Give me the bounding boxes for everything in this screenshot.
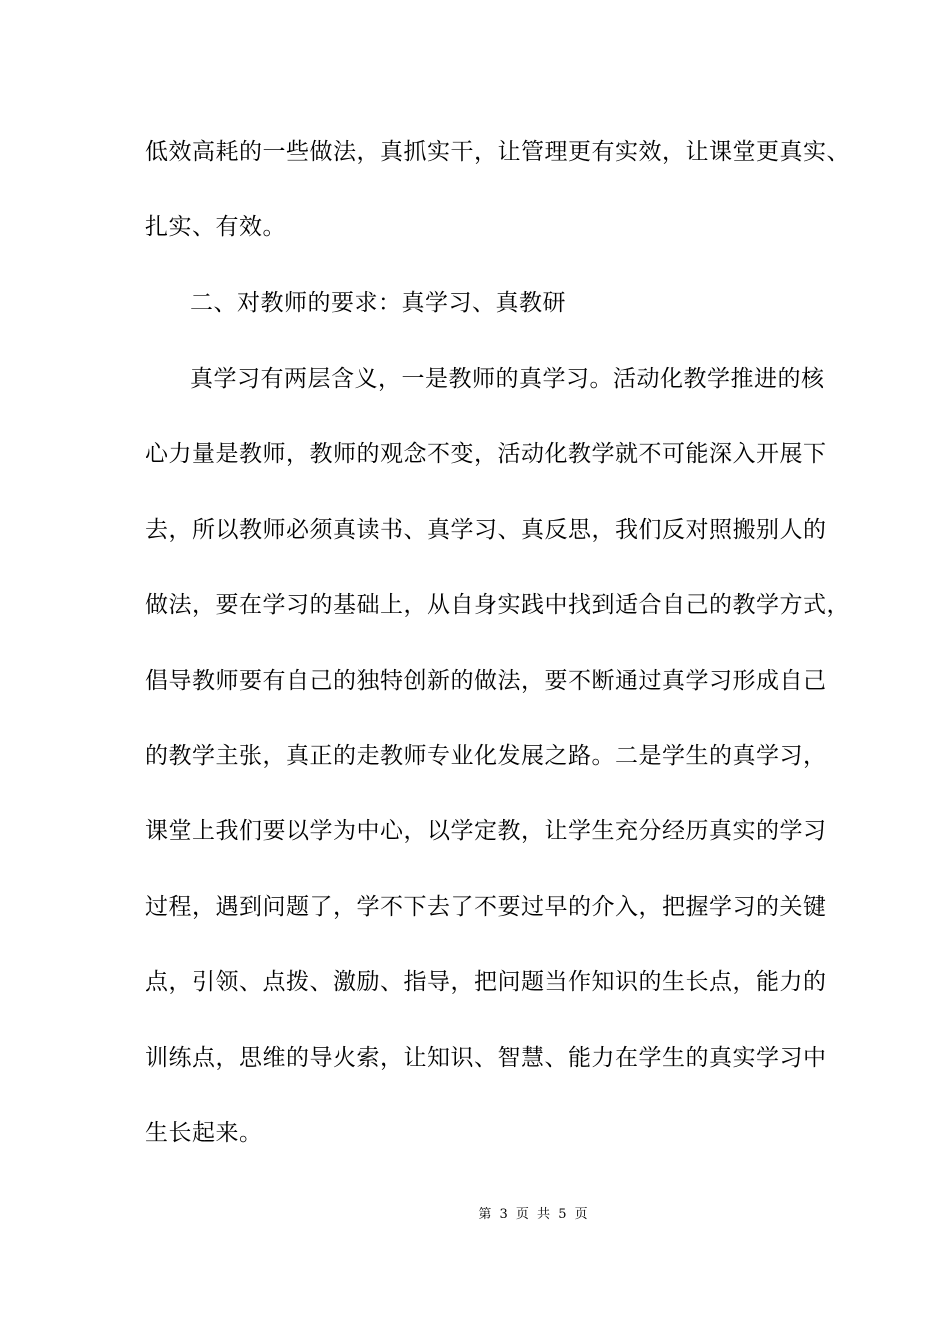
paragraph-line: 训练点，思维的导火索，让知识、智慧、能力在学生的真实学习中 (145, 1045, 827, 1071)
paragraph-line: 扎实、有效。 (145, 214, 286, 240)
section-heading: 二、对教师的要求：真学习、真教研 (190, 290, 566, 316)
paragraph-line: 的教学主张，真正的走教师专业化发展之路。二是学生的真学习， (145, 743, 827, 769)
paragraph-line: 心力量是教师，教师的观念不变，活动化教学就不可能深入开展下 (145, 441, 827, 467)
paragraph-line: 去，所以教师必须真读书、真学习、真反思，我们反对照搬别人的 (145, 517, 827, 543)
paragraph-line: 低效高耗的一些做法，真抓实干，让管理更有实效，让课堂更真实、 (145, 139, 850, 165)
paragraph-line: 点，引领、点拨、激励、指导，把问题当作知识的生长点，能力的 (145, 969, 827, 995)
paragraph-line: 生长起来。 (145, 1120, 263, 1146)
paragraph-line: 倡导教师要有自己的独特创新的做法，要不断通过真学习形成自己 (145, 668, 827, 694)
paragraph-line: 过程，遇到问题了，学不下去了不要过早的介入，把握学习的关键 (145, 894, 827, 920)
paragraph-line: 真学习有两层含义，一是教师的真学习。活动化教学推进的核 (190, 366, 825, 392)
page-number-footer: 第 3 页 共 5 页 (478, 1207, 590, 1222)
paragraph-line: 做法，要在学习的基础上，从自身实践中找到适合自己的教学方式， (145, 592, 850, 618)
paragraph-line: 课堂上我们要以学为中心，以学定教，让学生充分经历真实的学习 (145, 818, 827, 844)
